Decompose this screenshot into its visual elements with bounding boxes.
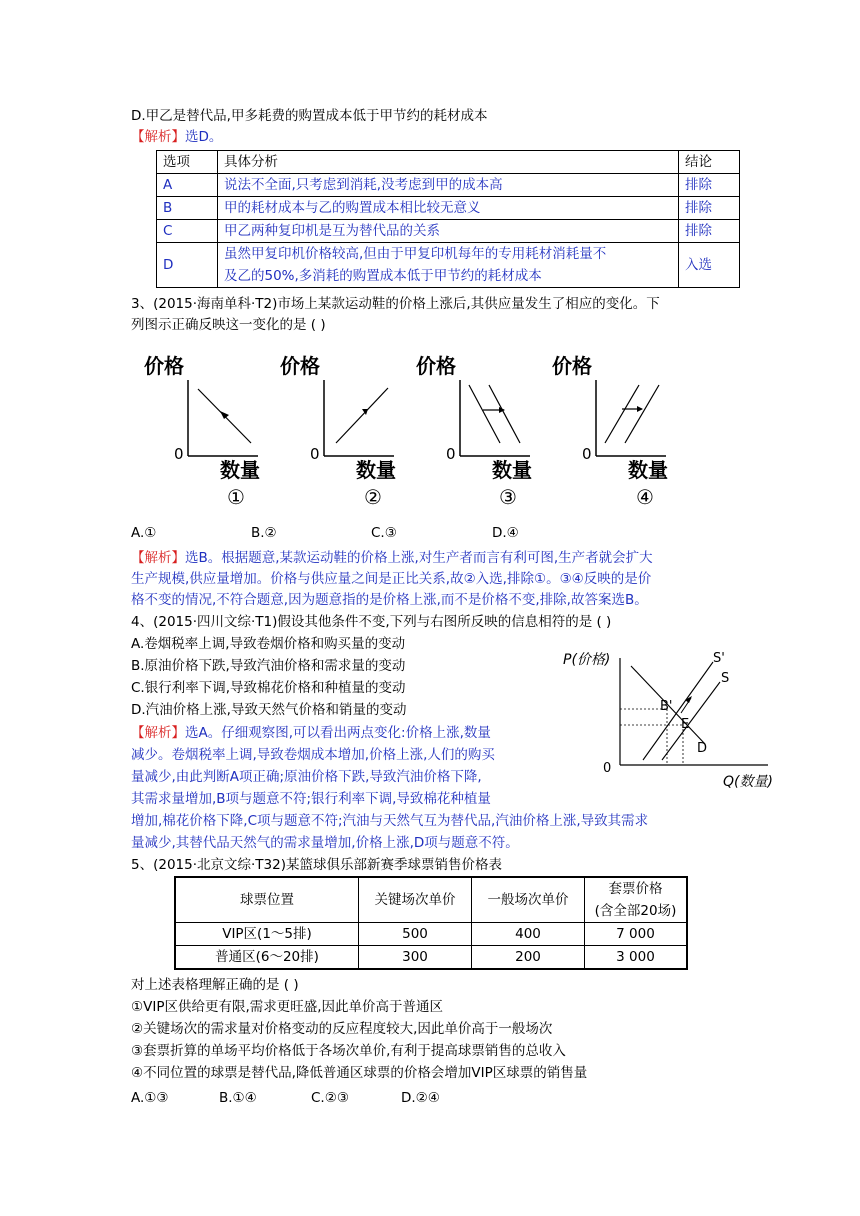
table-cell: 普通区(6～20排) — [175, 946, 359, 970]
supply-chart-2 — [276, 345, 426, 489]
x-axis-label: Q(数量) — [723, 774, 773, 790]
option-a: A.① — [131, 525, 157, 541]
e-label: E — [681, 717, 690, 732]
q4-analysis-line4: 其需求量增加,B项与题意不符;银行利率下调,导致棉花种植量 — [131, 791, 491, 807]
analysis-tag: 【解析】 — [131, 725, 185, 741]
table-cell: 甲乙两种复印机是互为替代品的关系 — [218, 220, 679, 243]
y-axis-label: P(价格) — [563, 652, 611, 668]
x-axis-label: 数量 — [492, 458, 532, 482]
option-d: D.④ — [492, 525, 519, 541]
table-header-cell: 一般场次单价 — [472, 877, 585, 923]
y-axis-label: 价格 — [144, 354, 184, 378]
table-cell: 7 000 — [585, 923, 688, 946]
chart-marker-3: ③ — [499, 485, 517, 509]
option-a: A.①③ — [131, 1090, 169, 1106]
supply-label: S — [721, 671, 730, 686]
q4-analysis-line1 — [131, 723, 491, 743]
table-cell: A — [157, 174, 218, 197]
analysis-tag: 【解析】 — [131, 129, 185, 145]
table-cell: 200 — [472, 946, 585, 970]
y-axis-label: 价格 — [552, 354, 592, 378]
table-cell: 3 000 — [585, 946, 688, 970]
table-cell: 400 — [472, 923, 585, 946]
table-cell: B — [157, 197, 218, 220]
table-cell: 排除 — [679, 174, 740, 197]
q5-item-3: ③套票折算的单场平均价格低于各场次单价,有利于提高球票销售的总收入 — [131, 1043, 566, 1059]
table-row — [175, 946, 687, 970]
q3-analysis-line3: 格不变的情况,不符合题意,因为题意指的是价格上涨,而不是价格不变,排除,故答案选B。 — [131, 592, 648, 608]
option-b: B.② — [251, 525, 277, 541]
table-cell: 入选 — [679, 243, 740, 288]
q4-option-b: B.原油价格下跌,导致汽油价格和需求量的变动 — [131, 658, 406, 674]
q3-analysis-line1 — [131, 548, 653, 568]
chart-marker-1: ① — [227, 485, 245, 509]
table-cell: D — [157, 243, 218, 288]
q3-stem-line2: 列图示正确反映这一变化的是 ( ) — [131, 317, 326, 333]
table-header-row — [157, 151, 740, 174]
option-c: C.②③ — [311, 1090, 349, 1106]
origin-label: 0 — [310, 445, 320, 463]
table-row — [157, 197, 740, 220]
supply-chart-3 — [412, 345, 562, 489]
supply-chart-4 — [548, 345, 698, 489]
q2-option-d: D.甲乙是替代品,甲多耗费的购置成本低于甲节约的耗材成本 — [131, 108, 488, 124]
ticket-price-table — [174, 876, 688, 970]
table-cell: 说法不全面,只考虑到消耗,没考虑到甲的成本高 — [218, 174, 679, 197]
s-prime-label: S' — [713, 651, 725, 666]
y-axis-label: 价格 — [280, 354, 320, 378]
supply-demand-graph — [563, 648, 793, 827]
y-axis-label: 价格 — [416, 354, 456, 378]
x-axis-label: 数量 — [220, 458, 260, 482]
q4-stem: 4、(2015·四川文综·T1)假设其他条件不变,下列与右图所反映的信息相符的是 ( ) — [131, 614, 612, 630]
q4-analysis-line6: 量减少,其替代品天然气的需求量增加,价格上涨,D项与题意不符。 — [131, 835, 519, 851]
table-row — [157, 220, 740, 243]
header-line: (含全部20场) — [594, 903, 677, 919]
header-line: 套票价格 — [608, 881, 663, 897]
analysis-text: 选A。仔细观察图,可以看出两点变化:价格上涨,数量 — [185, 725, 491, 741]
table-header-row — [175, 877, 687, 923]
table-header-cell: 结论 — [679, 151, 740, 174]
q4-option-d: D.汽油价格上涨,导致天然气价格和销量的变动 — [131, 702, 407, 718]
table-cell: VIP区(1～5排) — [175, 923, 359, 946]
table-row — [175, 923, 687, 946]
option-d: D.②④ — [401, 1090, 440, 1106]
b-prime-label: B' — [660, 699, 673, 714]
origin-label: 0 — [446, 445, 456, 463]
x-axis-label: 数量 — [628, 458, 668, 482]
table-cell: 300 — [359, 946, 472, 970]
analysis-text: 选D。 — [185, 129, 223, 145]
q5-item-1: ①VIP区供给更有限,需求更旺盛,因此单价高于普通区 — [131, 999, 444, 1015]
table-row — [157, 174, 740, 197]
q2-analysis — [131, 127, 222, 147]
origin-label: 0 — [582, 445, 592, 463]
table-header-cell: 关键场次单价 — [359, 877, 472, 923]
table-cell-line: 及乙的50%,多消耗的购置成本低于甲节约的耗材成本 — [224, 268, 542, 284]
table-cell: C — [157, 220, 218, 243]
q5-question: 对上述表格理解正确的是 ( ) — [131, 977, 299, 993]
q5-item-4: ④不同位置的球票是替代品,降低普通区球票的价格会增加VIP区球票的销售量 — [131, 1065, 588, 1081]
analysis-tag: 【解析】 — [131, 550, 185, 566]
table-row — [157, 243, 740, 288]
table-header-cell: 选项 — [157, 151, 218, 174]
option-c: C.③ — [371, 525, 397, 541]
chart-marker-4: ④ — [636, 485, 654, 509]
origin-label: 0 — [603, 761, 612, 776]
option-b: B.①④ — [219, 1090, 257, 1106]
q2-analysis-table — [156, 150, 740, 288]
x-axis-label: 数量 — [356, 458, 396, 482]
q4-analysis-line5: 增加,棉花价格下降,C项与题意不符;汽油与天然气互为替代品,汽油价格上涨,导致其需求 — [131, 813, 649, 829]
q5-item-2: ②关键场次的需求量对价格变动的反应程度较大,因此单价高于一般场次 — [131, 1021, 553, 1037]
q3-analysis-line2: 生产规模,供应量增加。价格与供应量之间是正比关系,故②入选,排除①。③④反映的是价 — [131, 571, 652, 587]
origin-label: 0 — [174, 445, 184, 463]
table-cell — [218, 243, 679, 288]
q4-option-c: C.银行利率下调,导致棉花价格和种植量的变动 — [131, 680, 406, 696]
table-cell: 排除 — [679, 220, 740, 243]
table-header-cell — [585, 877, 688, 923]
chart-marker-2: ② — [364, 485, 382, 509]
q4-analysis-line3: 量减少,由此判断A项正确;原油价格下跌,导致汽油价格下降, — [131, 769, 482, 785]
table-cell: 排除 — [679, 197, 740, 220]
q4-option-a: A.卷烟税率上调,导致卷烟价格和购买量的变动 — [131, 636, 406, 652]
table-cell: 500 — [359, 923, 472, 946]
analysis-text: 选B。根据题意,某款运动鞋的价格上涨,对生产者而言有利可图,生产者就会扩大 — [185, 550, 653, 566]
q4-analysis-line2: 减少。卷烟税率上调,导致卷烟成本增加,价格上涨,人们的购买 — [131, 747, 495, 763]
q3-stem-line1: 3、(2015·海南单科·T2)市场上某款运动鞋的价格上涨后,其供应量发生了相应的变化。下 — [131, 296, 660, 312]
demand-label: D — [697, 741, 708, 756]
supply-chart-1 — [140, 345, 290, 489]
table-header-cell: 具体分析 — [218, 151, 679, 174]
table-header-cell: 球票位置 — [175, 877, 359, 923]
table-cell-line: 虽然甲复印机价格较高,但由于甲复印机每年的专用耗材消耗量不 — [224, 246, 607, 262]
table-cell: 甲的耗材成本与乙的购置成本相比较无意义 — [218, 197, 679, 220]
q5-stem: 5、(2015·北京文综·T32)某篮球俱乐部新赛季球票销售价格表 — [131, 857, 502, 873]
